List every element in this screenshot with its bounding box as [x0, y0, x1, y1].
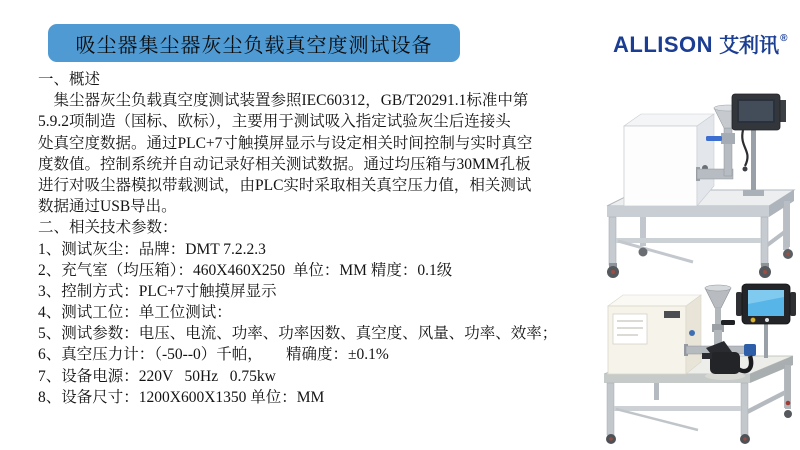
pressure-box-front — [624, 126, 697, 206]
spec-label — [613, 314, 647, 344]
funnel-rim — [705, 285, 731, 291]
parameter-item: 7、设备电源：220V 50Hz 0.75kw — [38, 367, 276, 385]
box-connector — [689, 330, 695, 336]
box-vent — [664, 311, 680, 318]
overview-line: 处真空度数据。通过PLC+7寸触摸屏显示与设定相关时间控制与实时真空 — [38, 134, 533, 152]
caster-hub — [611, 270, 615, 274]
product-image-photo — [598, 278, 800, 446]
bench-cross-brace — [616, 238, 761, 243]
test-bench-photo-illustration — [598, 278, 800, 446]
hmi-power-button — [751, 318, 756, 323]
bench-back-leg-lower — [784, 201, 790, 247]
drain-knob — [786, 401, 791, 406]
parameter-item: 2、充气室（均压箱）：460X460X250 单位：MM 精度：0.1级 — [38, 261, 453, 279]
caster-wheel — [639, 248, 648, 257]
bench-side-brace — [768, 230, 784, 247]
bench-side-brace — [748, 390, 785, 414]
bench-front-leg — [741, 383, 748, 435]
parameter-item: 6、真空压力计：（-50--0）千帕， 精确度：±0.1% — [38, 346, 389, 364]
parameter-item: 4、测试工位：单工位测试： — [38, 304, 232, 322]
caster-hub — [743, 437, 747, 441]
hmi-logo-dot — [765, 318, 769, 322]
hmi-clamp — [780, 100, 786, 122]
vacuum-body — [710, 352, 740, 374]
brand-name-cn: 艾利讯 — [719, 35, 780, 57]
brand-name-en: ALLISON — [613, 32, 714, 57]
vacuum-nozzle — [702, 353, 712, 359]
bench-front-apron — [607, 206, 769, 217]
caster-wheel — [784, 410, 792, 418]
title-banner — [48, 24, 460, 62]
page-title: 吸尘器集尘器灰尘负载真空度测试设备 — [75, 34, 433, 57]
control-box-top — [608, 295, 701, 306]
hmi-clamp — [790, 292, 796, 316]
test-bench-render-illustration — [593, 70, 800, 282]
cable-connector — [743, 167, 748, 172]
bench-front-leg — [609, 217, 616, 265]
overview-line: 5.9.2项制造（国标、欧标），主要用于测试吸入指定试验灰尘后连接头 — [38, 113, 511, 131]
parameters-heading: 二、相关技术参数： — [38, 219, 178, 237]
funnel-stem — [715, 308, 721, 326]
valve-handle — [721, 320, 735, 325]
hose-coupler — [744, 344, 756, 356]
caster-hub — [609, 437, 613, 441]
overview-heading: 一、概述 — [38, 71, 101, 88]
parameter-item: 5、测试参数：电压、电流、功率、功率因数、真空度、风量、功率、效率； — [38, 325, 558, 343]
overview-line: 度数值。控制系统并自动记录好相关测试数据。通过均压箱与30MM孔板 — [38, 155, 531, 173]
bench-front-leg — [761, 217, 768, 265]
hmi-screen-inner — [739, 101, 773, 121]
pole-base — [743, 190, 764, 196]
parameter-item: 1、测试灰尘：品牌：DMT 7.2.2.3 — [38, 240, 266, 258]
bench-cross-brace — [614, 406, 741, 411]
hmi-clamp — [736, 292, 742, 316]
bench-diagonal-brace — [616, 409, 698, 430]
parameter-item: 3、控制方式：PLC+7寸触摸屏显示 — [38, 282, 277, 300]
document-body — [38, 69, 628, 408]
caster-hub — [786, 252, 789, 255]
parameter-item: 8、设备尺寸：1200X600X1350 单位：MM — [38, 388, 325, 406]
caster-hub — [763, 270, 767, 274]
valve-body — [721, 133, 735, 144]
product-image-render — [593, 70, 800, 282]
bench-front-leg — [607, 383, 614, 435]
bench-diagonal-brace — [618, 241, 693, 262]
registered-mark-icon: ® — [780, 33, 788, 44]
valve-handle — [706, 136, 722, 141]
overview-line: 进行对吸尘器模拟带载测试，由PLC实时采取相关真空压力值，相关测试 — [38, 176, 532, 194]
brand-logo — [613, 28, 793, 58]
hmi-pole — [764, 324, 768, 358]
overview-line: 数据通过USB导出。 — [38, 198, 177, 216]
overview-line: 集尘器灰尘负载真空度测试装置参照IEC60312，GB/T20291.1标准中第 — [38, 92, 529, 110]
hmi-cable — [742, 130, 747, 166]
